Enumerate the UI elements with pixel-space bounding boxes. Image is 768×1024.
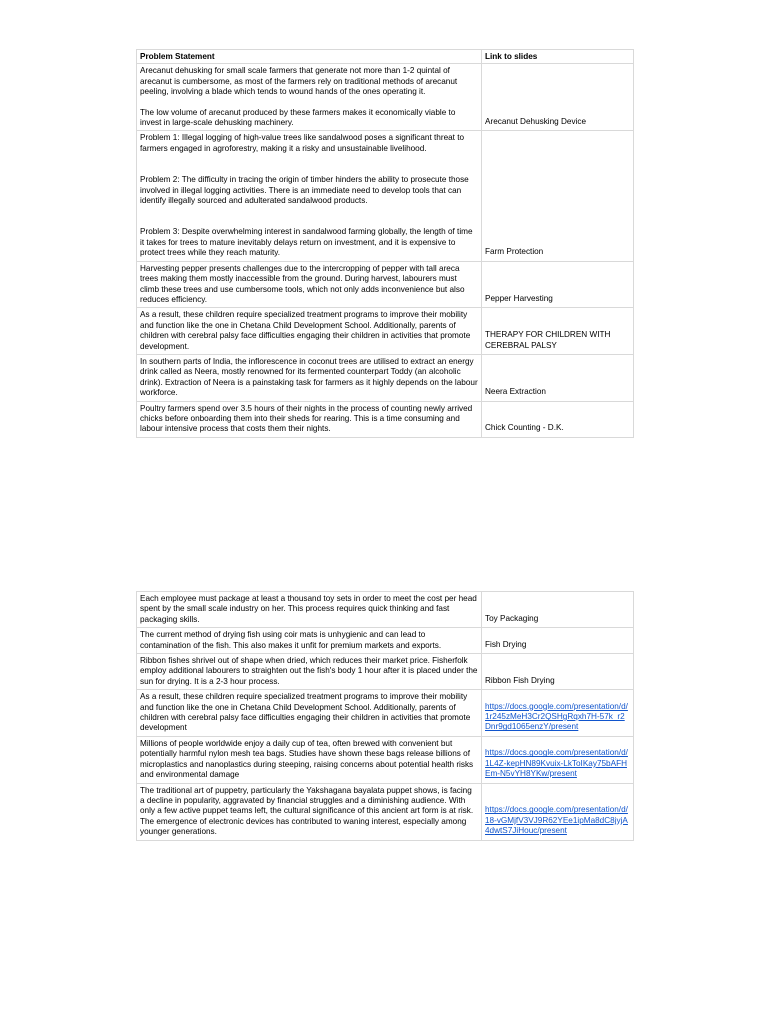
problem-cell: Millions of people worldwide enjoy a daily cup of tea, often brewed with convenient but potentially harmful nylon mesh tea bags. Studies have shown these bags release billions of microplastics and nanoplastics during steeping, raising concerns about potential health risks and environmental damage [137, 736, 482, 783]
problem-cell [137, 354, 482, 401]
slide-link-cell: Pepper Harvesting [482, 261, 634, 308]
problem-text: Problem 2: The difficulty in tracing the origin of timber hinders the ability to prosecute those involved in illegal logging activities. There is an immediate need to develop tools that can identify illegally sourced and adulterated sandalwood products. [140, 175, 469, 206]
problem-text: In southern parts of India, the inflorescence in coconut trees are utilised to extract an energy drink called as Neera, mostly renowned for its fermented counterpart Toddy (an alcoholic drink). Extraction of Neera is a painstaking task for farmers as it highly depends on the labour workforce. [140, 356, 478, 398]
table-row [137, 783, 634, 840]
problem-statements-table-continued [136, 591, 634, 841]
table-row [137, 592, 634, 628]
table-row [137, 690, 634, 737]
slide-link-cell: Neera Extraction [482, 354, 634, 401]
table-row [137, 354, 634, 401]
problem-cell [137, 64, 482, 131]
slide-link-cell: Arecanut Dehusking Device [482, 64, 634, 131]
slide-url-link[interactable]: https://docs.google.com/presentation/d/1r245zMeH3Cr2QSHgRqxh7H-57k_r2Dnr9gd1065enzY/present [485, 701, 628, 732]
problem-cell: Each employee must package at least a thousand toy sets in order to meet the cost per head spent by the small scale industry on her. This process requires quick thinking and fast packaging skills. [137, 592, 482, 628]
slide-link-cell: Toy Packaging [482, 592, 634, 628]
table-row [137, 654, 634, 690]
problem-statements-table [136, 49, 634, 438]
header-problem-statement: Problem Statement [137, 50, 482, 64]
slide-link-cell: Farm Protection [482, 131, 634, 261]
problem-cell: As a result, these children require specialized treatment programs to improve their mobility and function like the one in Chetana Child Development School. Additionally, parents of children with cerebral palsy face difficulties engaging their children in activities that promote development [137, 690, 482, 737]
table-row [137, 261, 634, 308]
header-row [137, 50, 634, 64]
problem-text: The low volume of arecanut produced by these farmers makes it economically viable to invest in large-scale dehusking machinery. [140, 107, 456, 128]
table-row [137, 64, 634, 131]
problem-cell [137, 308, 482, 355]
slide-link-cell [482, 690, 634, 737]
problem-text: Problem 3: Despite overwhelming interest in sandalwood farming globally, the length of time it takes for trees to mature inevitably delays return on investment, and it is expensive to protect trees while they reach maturity. [140, 227, 473, 258]
table-row [137, 131, 634, 261]
table-row [137, 736, 634, 783]
problem-text: Arecanut dehusking for small scale farmers that generate not more than 1-2 quintal of arecanut is cumbersome, as most of the farmers rely on traditional methods of arecanut peeling, involving a blade which tends to wound hands of the ones operating it. [140, 66, 458, 97]
problem-cell [137, 261, 482, 308]
slide-link-cell: Ribbon Fish Drying [482, 654, 634, 690]
slide-link-cell: THERAPY FOR CHILDREN WITH CEREBRAL PALSY [482, 308, 634, 355]
problem-cell [137, 131, 482, 261]
slide-url-link[interactable]: https://docs.google.com/presentation/d/1L4Z-kepHN89Kvuix-LkToIKay75bAFHEm-N5vYH8YKw/present [485, 748, 628, 779]
problem-text: Harvesting pepper presents challenges due to the intercropping of pepper with tall areca trees making them mostly inaccessible from the ground. During harvest, labourers must climb these trees and use cumbersome tools, which not only adds inconvenience but also reduces efficiency. [140, 263, 465, 304]
header-link-to-slides: Link to slides [482, 50, 634, 64]
problem-cell: The current method of drying fish using coir mats is unhygienic and can lead to contamination of the fish. This also makes it unfit for premium markets and exports. [137, 628, 482, 654]
slide-link-cell [482, 783, 634, 840]
table-row [137, 308, 634, 355]
table-row [137, 628, 634, 654]
problem-text: Poultry farmers spend over 3.5 hours of their nights in the process of counting newly arrived chicks before onboarding them into their sheds for rearing. This is a time consuming and labour intensive process that costs them their nights. [140, 403, 473, 434]
table-row [137, 401, 634, 437]
problem-cell [137, 401, 482, 437]
slide-link-cell: Chick Counting - D.K. [482, 401, 634, 437]
problem-text: Problem 1: Illegal logging of high-value trees like sandalwood poses a significant threat to farmers engaged in agroforestry, making it a risky and unsustainable livelihood. [140, 133, 465, 153]
slide-link-cell [482, 736, 634, 783]
slide-link-cell: Fish Drying [482, 628, 634, 654]
problem-cell: Ribbon fishes shrivel out of shape when dried, which reduces their market price. Fisherfolk employ additional labourers to straighten out the fish's body 1 hour after it is placed under the sun for drying. It is a 2-3 hour process. [137, 654, 482, 690]
problem-text: As a result, these children require specialized treatment programs to improve their mobility and function like the one in Chetana Child Development School. Additionally, parents of children with cerebral palsy face difficulties engaging their children in activities that promote development. [140, 310, 471, 351]
problem-cell: The traditional art of puppetry, particularly the Yakshagana bayalata puppet shows, is facing a decline in popularity, aggravated by financial struggles and a diminishing audience. With only a few active puppet teams left, the cultural significance of this ancient art form is at risk. The emergence of electronic devices has contributed to waning interest, especially among younger generations. [137, 783, 482, 840]
slide-url-link[interactable]: https://docs.google.com/presentation/d/18-vGMjfV3VJ9R62YEe1ipMa8dC8jyjA4dwtS7JiHouc/present [485, 805, 628, 836]
